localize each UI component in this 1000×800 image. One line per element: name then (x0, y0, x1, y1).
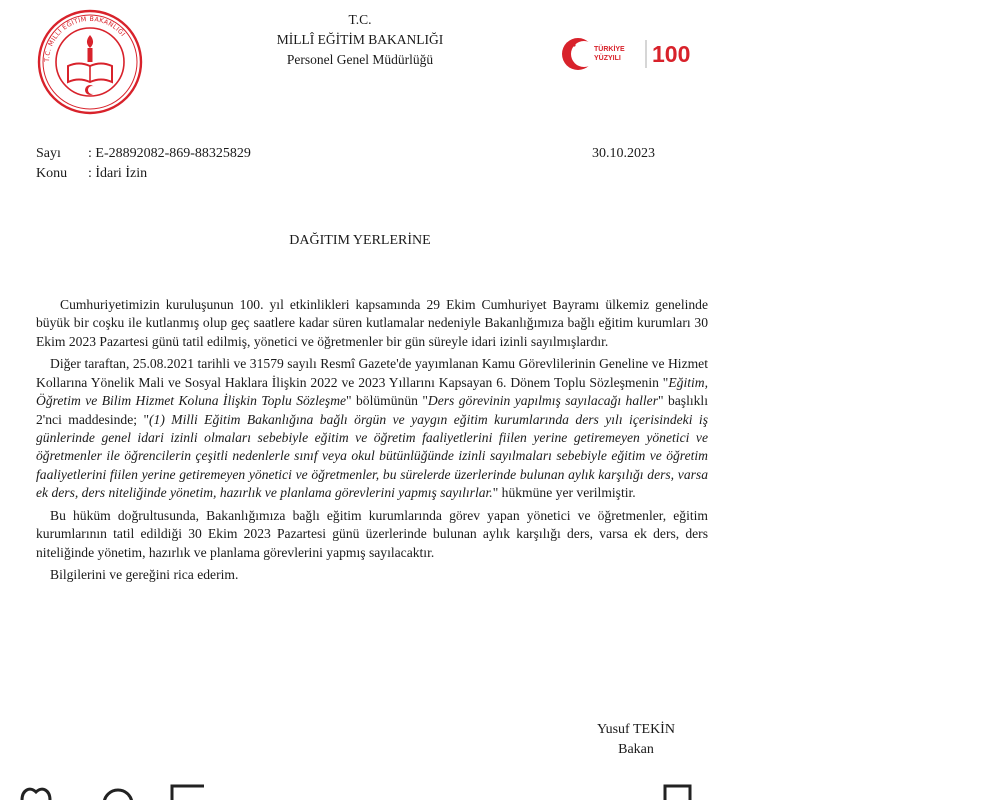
paragraph-3: Bu hüküm doğrultusunda, Bakanlığımıza bağlı eğitim kurumlarında görev yapan yönetici ve öğretmenler, eğitim kurumlarının tatil edildiği 30 Ekim 2023 Pazartesi günü üzerlerinde bulunan aylık karşılığı ders, varsa ek ders, ders niteliğinde yönetim, hazırlık ve planlama görevlerini yapmış sayılacaktır. (36, 507, 708, 560)
sayi-value: : E-28892082-869-88325829 (88, 146, 251, 161)
meta-konu (36, 166, 147, 182)
svg-text:YÜZYILI: YÜZYILI (594, 55, 621, 62)
document-date: 30.10.2023 (592, 146, 655, 161)
header-directorate: Personel Genel Müdürlüğü (286, 52, 434, 67)
bookmark-icon[interactable] (665, 786, 690, 800)
header-ministry: MİLLÎ EĞİTİM BAKANLIĞI (276, 32, 444, 47)
bottom-toolbar-strip (0, 778, 1000, 800)
paragraph-1: Cumhuriyetimizin kuruluşunun 100. yıl etkinlikleri kapsamında 29 Ekim Cumhuriyet Bayramı ülkemiz genelinde büyük bir coşku ile kutlanmış olup geç saatlere kadar süren kutlamalar nedeniyle Bakanlığımıza bağlı eğitim kurumları 30 Ekim 2023 Pazartesi günü tatil edilmiş, yönetici ve öğretmenler bir gün süreyle idari izinli sayılmışlardır. (36, 297, 708, 349)
svg-text:100: 100 (652, 41, 691, 67)
paragraph-4: Bilgilerini ve gereğini rica ederim. (50, 567, 239, 583)
ministry-seal-icon (36, 8, 144, 116)
comment-icon[interactable] (104, 790, 132, 800)
konu-value: : İdari İzin (88, 166, 148, 181)
konu-label: Konu (36, 166, 68, 181)
signer-title: Bakan (618, 742, 654, 757)
signer-name: Yusuf TEKİN (597, 722, 675, 737)
meta-sayi (36, 146, 251, 162)
letter-body (36, 296, 708, 589)
share-icon[interactable] (172, 786, 204, 800)
svg-text:TÜRKİYE: TÜRKİYE (594, 46, 625, 53)
header-tc: T.C. (348, 12, 372, 27)
signature-block (556, 720, 716, 760)
sayi-label: Sayı (36, 146, 61, 161)
heart-icon[interactable] (22, 789, 50, 800)
svg-text:T.C. MİLLÎ EĞİTİM BAKANLIĞI: T.C. MİLLÎ EĞİTİM BAKANLIĞI (42, 14, 128, 63)
turkiye-yuzyili-logo-icon (558, 34, 718, 74)
paragraph-2: Diğer taraftan, 25.08.2021 tarihli ve 31579 sayılı Resmî Gazete'de yayımlanan Kamu Görevlilerinin Geneline ve Hizmet Kollarına Yönelik Mali ve Sosyal Haklara İlişkin 2022 ve 2023 Yıllarını Kapsayan 6. Dönem Toplu Sözleşmenin "Eğitim, Öğretim ve Bilim Hizmet Koluna İlişkin Toplu Sözleşme" bölümünün "Ders görevinin yapılmış sayılacağı haller" başlıklı 2'nci maddesinde; "(1) Milli Eğitim Bakanlığına bağlı örgün ve yaygın eğitim kurumlarında ders yılı içerisindeki iş günlerinde genel idari izinli olmaları sebebiyle eğitim ve öğretim faaliyetlerini fiilen yerine getiremeyen yönetici ve öğretmenler ile öğrencilerin çeşitli nedenlerle sınıf veya okul bütünlüğünde izinli sayılmaları sebebiyle eğitim ve öğretim faaliyetlerini fiilen yerine getiremeyen yönetici ve öğretmenler, bu sürelerde üzerlerinde bulunan aylık karşılığı ders, varsa ek ders, ders niteliğinde yönetim, hazırlık ve planlama görevlerini yapmış sayılırlar." hükmüne yer verilmiştir. (36, 356, 708, 501)
addressee: DAĞITIM YERLERİNE (289, 233, 431, 248)
letterhead (200, 10, 520, 70)
